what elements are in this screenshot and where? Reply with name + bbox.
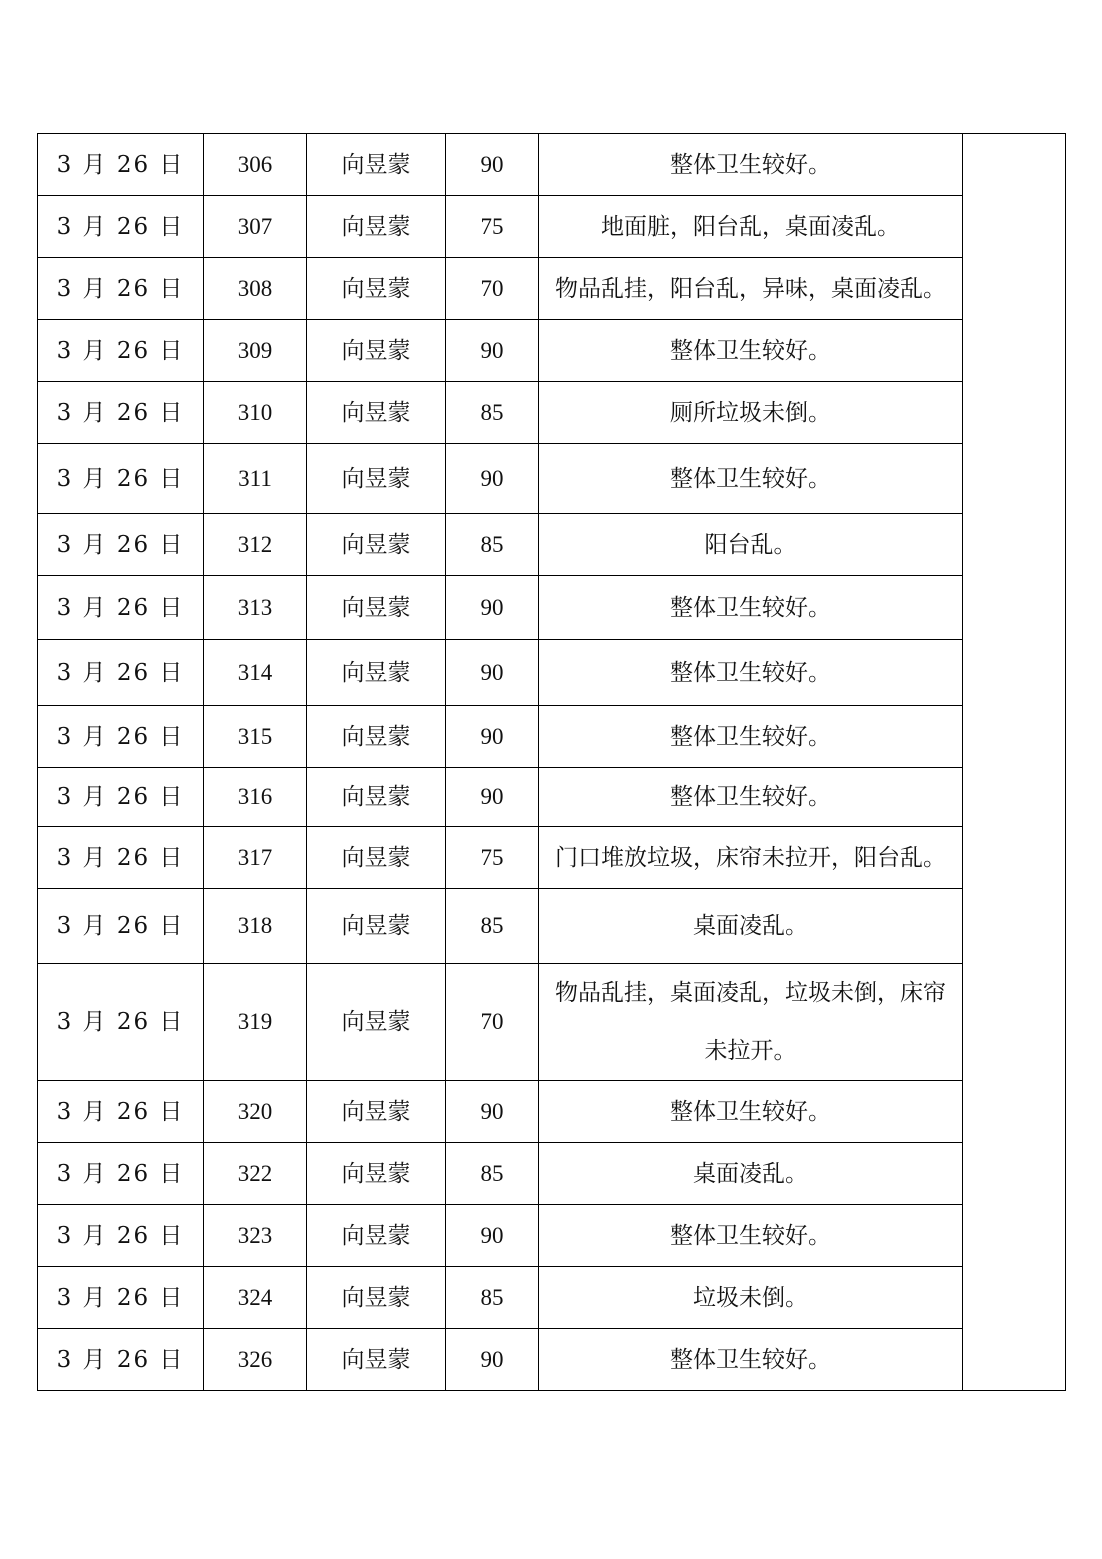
score-cell: 90 (446, 706, 539, 768)
inspector-cell: 向昱蒙 (307, 1205, 446, 1267)
score-cell: 90 (446, 768, 539, 827)
date-cell: 3 月 26 日 (38, 1329, 204, 1391)
inspection-table (37, 133, 1066, 1391)
room-cell: 306 (204, 134, 307, 196)
table-row (38, 706, 1066, 768)
date-cell: 3 月 26 日 (38, 320, 204, 382)
remark-cell: 厕所垃圾未倒。 (539, 382, 963, 444)
remark-cell: 整体卫生较好。 (539, 640, 963, 706)
table-row (38, 1143, 1066, 1205)
score-cell: 70 (446, 258, 539, 320)
table-row (38, 1081, 1066, 1143)
table-row (38, 514, 1066, 576)
date-cell: 3 月 26 日 (38, 258, 204, 320)
score-cell: 90 (446, 640, 539, 706)
inspector-cell: 向昱蒙 (307, 444, 446, 514)
inspector-cell: 向昱蒙 (307, 1329, 446, 1391)
table-row (38, 258, 1066, 320)
date-cell: 3 月 26 日 (38, 444, 204, 514)
table-row (38, 827, 1066, 889)
inspector-cell: 向昱蒙 (307, 768, 446, 827)
date-cell: 3 月 26 日 (38, 827, 204, 889)
inspector-cell: 向昱蒙 (307, 258, 446, 320)
room-cell: 316 (204, 768, 307, 827)
score-cell: 90 (446, 320, 539, 382)
inspector-cell: 向昱蒙 (307, 382, 446, 444)
inspector-cell: 向昱蒙 (307, 1081, 446, 1143)
room-cell: 307 (204, 196, 307, 258)
table-row (38, 640, 1066, 706)
inspector-cell: 向昱蒙 (307, 706, 446, 768)
date-cell: 3 月 26 日 (38, 768, 204, 827)
table-row (38, 444, 1066, 514)
inspector-cell: 向昱蒙 (307, 1143, 446, 1205)
score-cell: 85 (446, 514, 539, 576)
remark-cell: 整体卫生较好。 (539, 1205, 963, 1267)
room-cell: 315 (204, 706, 307, 768)
score-cell: 90 (446, 1329, 539, 1391)
score-cell: 90 (446, 1081, 539, 1143)
room-cell: 310 (204, 382, 307, 444)
table-row (38, 320, 1066, 382)
remark-cell: 物品乱挂，桌面凌乱，垃圾未倒，床帘未拉开。 (539, 964, 963, 1081)
remark-cell: 门口堆放垃圾，床帘未拉开，阳台乱。 (539, 827, 963, 889)
inspector-cell: 向昱蒙 (307, 514, 446, 576)
score-cell: 90 (446, 1205, 539, 1267)
score-cell: 75 (446, 827, 539, 889)
inspector-cell: 向昱蒙 (307, 640, 446, 706)
table-row (38, 382, 1066, 444)
remark-cell: 整体卫生较好。 (539, 444, 963, 514)
table-row (38, 1329, 1066, 1391)
inspector-cell: 向昱蒙 (307, 134, 446, 196)
date-cell: 3 月 26 日 (38, 640, 204, 706)
inspector-cell: 向昱蒙 (307, 576, 446, 640)
remark-cell: 地面脏，阳台乱，桌面凌乱。 (539, 196, 963, 258)
date-cell: 3 月 26 日 (38, 382, 204, 444)
remark-cell: 物品乱挂，阳台乱，异味，桌面凌乱。 (539, 258, 963, 320)
score-cell: 75 (446, 196, 539, 258)
room-cell: 313 (204, 576, 307, 640)
remark-cell: 整体卫生较好。 (539, 576, 963, 640)
date-cell: 3 月 26 日 (38, 1267, 204, 1329)
date-cell: 3 月 26 日 (38, 706, 204, 768)
room-cell: 317 (204, 827, 307, 889)
score-cell: 85 (446, 1143, 539, 1205)
remark-cell: 垃圾未倒。 (539, 1267, 963, 1329)
room-cell: 322 (204, 1143, 307, 1205)
remark-cell: 整体卫生较好。 (539, 1329, 963, 1391)
score-cell: 90 (446, 444, 539, 514)
room-cell: 308 (204, 258, 307, 320)
room-cell: 314 (204, 640, 307, 706)
date-cell: 3 月 26 日 (38, 514, 204, 576)
date-cell: 3 月 26 日 (38, 1081, 204, 1143)
room-cell: 318 (204, 889, 307, 964)
room-cell: 311 (204, 444, 307, 514)
date-cell: 3 月 26 日 (38, 576, 204, 640)
room-cell: 323 (204, 1205, 307, 1267)
remark-cell: 整体卫生较好。 (539, 768, 963, 827)
remark-cell: 整体卫生较好。 (539, 706, 963, 768)
table-row (38, 964, 1066, 1081)
date-cell: 3 月 26 日 (38, 964, 204, 1081)
score-cell: 85 (446, 382, 539, 444)
remark-cell: 整体卫生较好。 (539, 134, 963, 196)
extra-notes-cell (963, 134, 1066, 1391)
inspector-cell: 向昱蒙 (307, 320, 446, 382)
table-row (38, 768, 1066, 827)
inspector-cell: 向昱蒙 (307, 827, 446, 889)
table-row (38, 196, 1066, 258)
score-cell: 70 (446, 964, 539, 1081)
inspector-cell: 向昱蒙 (307, 1267, 446, 1329)
room-cell: 319 (204, 964, 307, 1081)
date-cell: 3 月 26 日 (38, 134, 204, 196)
table-row (38, 576, 1066, 640)
room-cell: 324 (204, 1267, 307, 1329)
remark-cell: 桌面凌乱。 (539, 889, 963, 964)
inspector-cell: 向昱蒙 (307, 889, 446, 964)
table-row (38, 1267, 1066, 1329)
score-cell: 90 (446, 576, 539, 640)
inspector-cell: 向昱蒙 (307, 196, 446, 258)
table-row (38, 1205, 1066, 1267)
room-cell: 320 (204, 1081, 307, 1143)
score-cell: 85 (446, 889, 539, 964)
score-cell: 85 (446, 1267, 539, 1329)
remark-cell: 阳台乱。 (539, 514, 963, 576)
remark-cell: 桌面凌乱。 (539, 1143, 963, 1205)
date-cell: 3 月 26 日 (38, 1205, 204, 1267)
remark-cell: 整体卫生较好。 (539, 320, 963, 382)
score-cell: 90 (446, 134, 539, 196)
inspector-cell: 向昱蒙 (307, 964, 446, 1081)
date-cell: 3 月 26 日 (38, 1143, 204, 1205)
date-cell: 3 月 26 日 (38, 889, 204, 964)
remark-cell: 整体卫生较好。 (539, 1081, 963, 1143)
table-row (38, 889, 1066, 964)
room-cell: 312 (204, 514, 307, 576)
room-cell: 326 (204, 1329, 307, 1391)
room-cell: 309 (204, 320, 307, 382)
table-row (38, 134, 1066, 196)
table-body (38, 134, 1066, 1391)
date-cell: 3 月 26 日 (38, 196, 204, 258)
